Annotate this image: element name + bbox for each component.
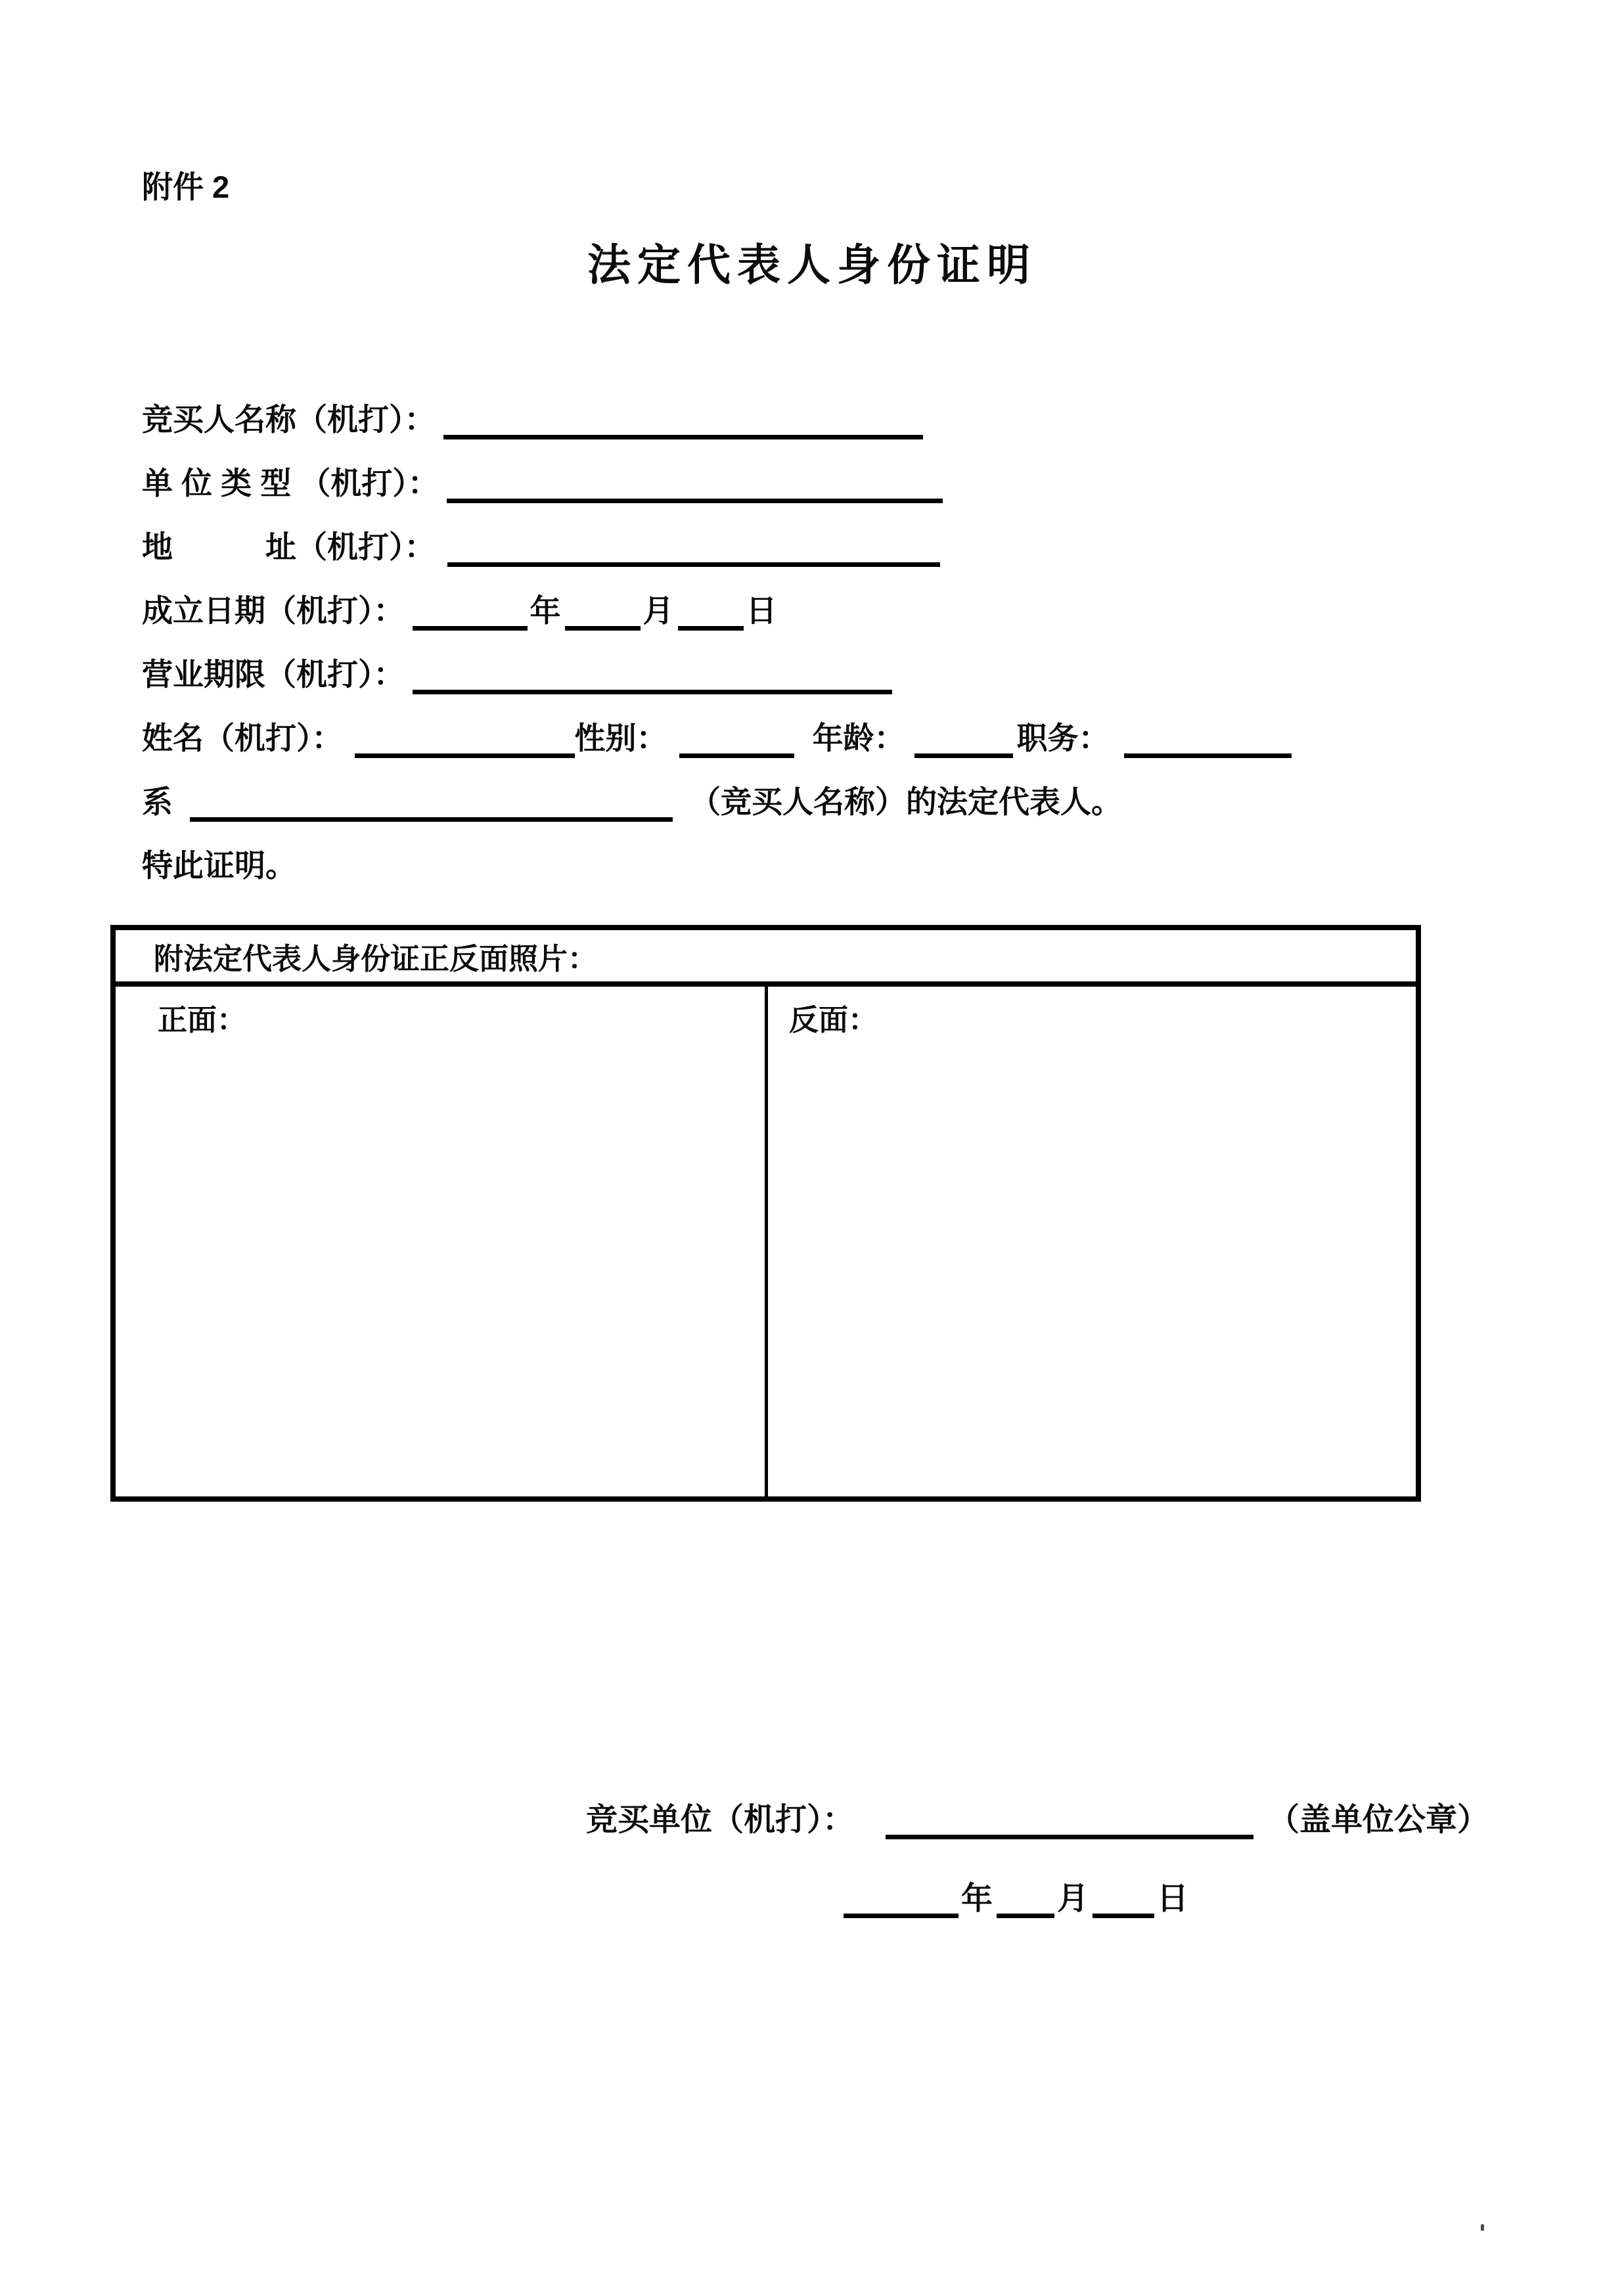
year-unit-label: 年 [530,593,561,628]
bidder-name-label: 竞买人名称（机打）： [142,402,436,437]
footer-year-blank[interactable] [844,1914,959,1918]
field-legal-rep-statement [142,758,1292,822]
company-name-blank[interactable] [190,817,673,822]
id-back-cell[interactable] [765,987,1416,1496]
field-business-term [142,631,1292,694]
legal-rep-suffix-label: （竞买人名称）的法定代表人。 [690,784,1122,819]
gender-blank[interactable] [679,753,794,758]
establish-day-blank[interactable] [678,626,744,631]
certify-statement [142,822,1292,885]
form-fields [142,376,1292,885]
business-term-label: 营业期限（机打）： [142,657,405,692]
photo-table-body [116,987,1416,1496]
certify-text: 特此证明。 [142,848,296,883]
attachment-label: 附件 2 [142,169,230,204]
unit-type-blank[interactable] [447,499,943,503]
bid-unit-line [586,1784,1489,1839]
age-blank[interactable] [914,753,1013,758]
photo-table-header-label: 附法定代表人身份证正反面照片： [154,941,598,975]
photo-table-header [116,930,1416,987]
position-blank[interactable] [1124,753,1292,758]
day-unit-label: 日 [746,593,777,628]
bid-unit-blank[interactable] [886,1835,1253,1839]
establish-month-blank[interactable] [565,626,641,631]
seal-note-label: （盖单位公章） [1268,1803,1489,1837]
page-title: 法定代表人身份证明 [587,240,1037,289]
rep-name-blank[interactable] [355,753,575,758]
establish-date-label: 成立日期（机打）： [142,593,405,628]
field-address [142,503,1292,567]
field-unit-type [142,439,1292,503]
footer-day-label: 日 [1157,1881,1189,1916]
footer-date-line [844,1875,1188,1918]
bid-unit-label: 竞买单位（机打）： [586,1803,855,1837]
business-term-blank[interactable] [413,690,892,694]
id-front-label: 正面： [158,1003,247,1037]
footer-month-blank[interactable] [997,1914,1054,1918]
id-front-cell[interactable] [116,987,765,1496]
id-photo-table [110,925,1421,1502]
age-label: 年龄： [812,721,905,755]
address-blank[interactable] [447,562,940,567]
bidder-name-blank[interactable] [443,435,923,439]
month-unit-label: 月 [643,593,674,628]
rep-name-label: 姓名（机打）： [142,721,343,755]
field-establish-date [142,567,1292,631]
unit-type-label: 单 位 类 型 （机打）： [142,466,439,501]
scan-artifact-dot [1481,2224,1484,2231]
footer-day-blank[interactable] [1093,1914,1154,1918]
address-label: 地 址（机打）： [142,529,436,564]
gender-label: 性别： [574,721,667,755]
footer-year-label: 年 [961,1881,993,1916]
position-label: 职务： [1016,721,1110,755]
footer-month-label: 月 [1057,1881,1089,1916]
field-rep-info [142,694,1292,758]
field-bidder-name [142,376,1292,439]
id-back-label: 反面： [789,1003,878,1037]
establish-year-blank[interactable] [413,626,528,631]
is-prefix-label: 系 [142,784,173,819]
